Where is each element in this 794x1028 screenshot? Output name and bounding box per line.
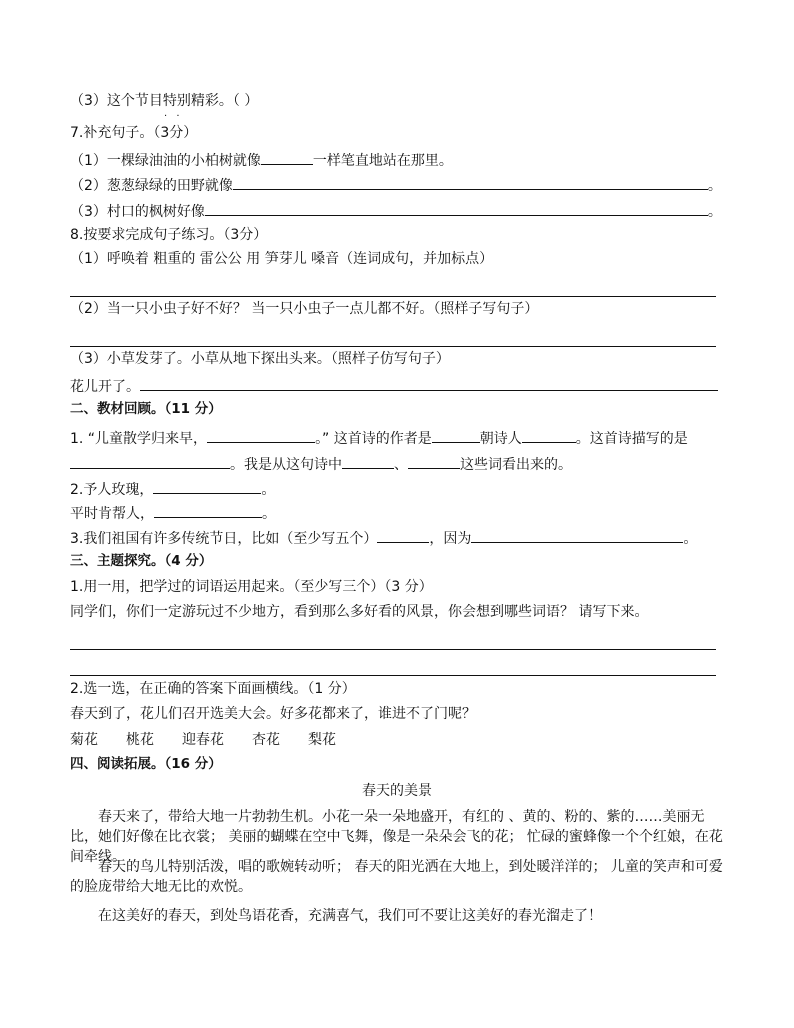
section4-title: 四、阅读拓展。（16 分）	[70, 756, 222, 772]
q8-item3-answer	[70, 376, 718, 396]
sec2-q2-blank1[interactable]	[153, 479, 261, 494]
option-winter-jasmine[interactable]: 迎春花	[182, 732, 224, 748]
sec3-q2-prompt: 春天到了，花儿们召开选美大会。好多花都来了，谁进不了门呢？	[70, 706, 476, 722]
sec2-q3-end: 。	[683, 531, 698, 547]
passage-paragraph-2: 春天的鸟儿特别活泼，唱的歌婉转动听； 春天的阳光洒在大地上，到处暖洋洋的； 儿童的笑声和可爱的脸庞带给大地无比的欢悦。	[70, 859, 723, 895]
sec2-q1-text-g: 这些词看出来的。	[460, 457, 572, 473]
option-peach[interactable]: 桃花	[126, 732, 154, 748]
q8-item3-lead: 花儿开了。	[70, 379, 140, 395]
q7-item1	[70, 150, 453, 170]
q7-item3-prefix: （3）村口的枫树好像	[70, 204, 205, 220]
sec2-q1-blank-poet[interactable]	[522, 428, 576, 443]
sec2-q1-text-c: 朝诗人	[479, 431, 522, 447]
sec2-q2-end2: 。	[262, 506, 276, 522]
option-pear[interactable]: 梨花	[308, 732, 336, 748]
q8-item1: （1）呼唤着 粗重的 雷公公 用 笋芽儿 嗓音（连词成句，并加标点）	[70, 251, 494, 267]
q8-title: 8.按要求完成句子练习。（3分）	[70, 227, 268, 243]
q6-item3-text: （3）这个节目特别精彩。（ ）	[70, 93, 259, 109]
q7-item1-suffix: 一样笔直地站在那里。	[312, 153, 453, 169]
q7-item3-blank[interactable]	[205, 201, 708, 216]
sec2-q3-blank-favorite[interactable]	[377, 528, 429, 543]
option-apricot[interactable]: 杏花	[252, 732, 280, 748]
sec2-q1-blank-word1[interactable]	[342, 454, 394, 469]
sec2-q1-blank-poem[interactable]	[207, 428, 315, 443]
sec3-q1: 1.用一用，把学过的词语运用起来。（至少写三个）（3 分）	[70, 579, 433, 595]
section3-title: 三、主题探究。（4 分）	[70, 553, 213, 569]
sec2-q2-line2	[70, 503, 276, 523]
emphasis-dots: · ·	[164, 111, 183, 122]
sec3-q2: 2.选一选，在正确的答案下面画横线。（1 分）	[70, 681, 356, 697]
passage-paragraph-3: 在这美好的春天，到处鸟语花香，充满喜气，我们可不要让这美好的春光溜走了！	[98, 908, 602, 924]
q7-item2	[70, 175, 722, 195]
sec2-q1-blank-theme[interactable]	[70, 454, 230, 469]
sec2-q1-text-e: 。我是从这句诗中	[230, 457, 342, 473]
sec2-q3	[70, 528, 697, 548]
q7-title: 7.补充句子。（3分）	[70, 125, 198, 141]
q7-item1-blank[interactable]	[261, 150, 313, 165]
sec2-q1-blank-dynasty[interactable]	[432, 428, 480, 443]
flower-options	[70, 731, 364, 749]
sec2-q1-text-f: 、	[394, 457, 408, 473]
q7-item2-blank[interactable]	[233, 175, 708, 190]
sec2-q3-text-a: 3.我们祖国有许多传统节日，比如（至少写五个）	[70, 531, 378, 547]
q8-item2-answer-line[interactable]	[70, 346, 716, 347]
sec2-q1-text-a: 1. “儿童散学归来早，	[70, 431, 208, 447]
passage-paragraph-1: 春天来了，带给大地一片勃勃生机。小花一朵一朵地盛开，有红的 、黄的、粉的、紫的……美丽无比，她们好像在比衣裳； 美丽的蝴蝶在空中飞舞，像是一朵朵会飞的花； 忙碌的蜜蜂像一个个红娘，在花间牵线。	[70, 809, 723, 865]
section2-title: 二、教材回顾。（11 分）	[70, 401, 222, 417]
sec2-q1-text-d: 。这首诗描写的是	[575, 431, 688, 447]
sec2-q1-line1	[70, 428, 688, 448]
q8-item1-answer-line[interactable]	[70, 296, 716, 297]
sec2-q1-line2	[70, 454, 572, 474]
q7-item3-end: 。	[707, 204, 722, 220]
q8-item3-blank[interactable]	[140, 376, 718, 391]
q8-item2: （2）当一只小虫子好不好？ 当一只小虫子一点儿都不好。（照样子写句子）	[70, 301, 539, 317]
passage-title: 春天的美景	[362, 783, 432, 799]
q6-item3	[70, 92, 258, 110]
q7-item2-prefix: （2）葱葱绿绿的田野就像	[70, 178, 233, 194]
sec2-q2-end1: 。	[261, 482, 276, 498]
sec2-q2-line1	[70, 479, 275, 499]
q7-item2-end: 。	[707, 178, 722, 194]
option-chrysanthemum[interactable]: 菊花	[70, 732, 98, 748]
sec2-q1-blank-word2[interactable]	[408, 454, 460, 469]
sec3-q1-answer-line2[interactable]	[70, 675, 716, 676]
sec2-q2-text-a: 2.予人玫瑰，	[70, 482, 154, 498]
sec2-q1-text-b: 。” 这首诗的作者是	[315, 431, 432, 447]
q7-item1-prefix: （1）一棵绿油油的小柏树就像	[70, 153, 261, 169]
sec2-q2-blank2[interactable]	[154, 503, 262, 518]
sec2-q3-text-c: ，因为	[429, 531, 472, 547]
sec3-q1-prompt: 同学们，你们一定游玩过不少地方，看到那么多好看的风景，你会想到哪些词语？ 请写下来。	[70, 604, 649, 620]
sec3-q1-answer-line1[interactable]	[70, 649, 716, 650]
sec2-q3-blank-reason[interactable]	[471, 528, 683, 543]
q7-item3	[70, 201, 722, 221]
sec2-q2-text-b: 平时肯帮人，	[70, 506, 154, 522]
q8-item3: （3）小草发芽了。小草从地下探出头来。（照样子仿写句子）	[70, 351, 450, 367]
